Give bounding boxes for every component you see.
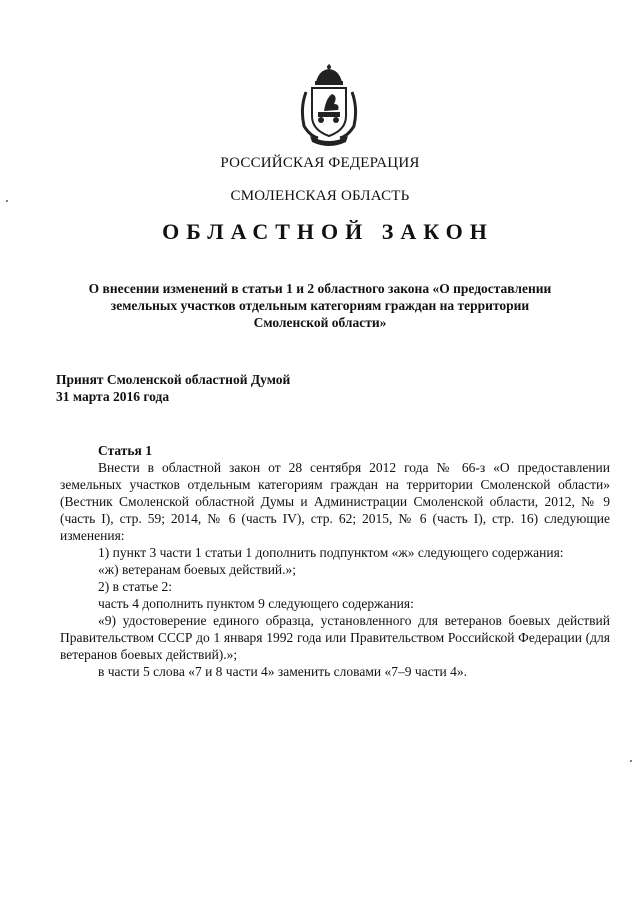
article-heading: Статья 1 [98,443,152,458]
country-heading: РОССИЙСКАЯ ФЕДЕРАЦИЯ [220,155,420,171]
scan-speck [6,200,8,202]
article-paragraph: 1) пункт 3 части 1 статьи 1 дополнить подпунктом «ж» следующего содержания: [98,545,564,560]
subject-line: О внесении изменений в статьи 1 и 2 областного закона «О предоставлении [88,281,552,296]
article-paragraph: «9) удостоверение единого образца, установленного для ветеранов боевых действий Правительством СССР до 1 января 1992 года или Правительством Российской Федерации (для ветеранов боевых действий).»; [60,613,610,662]
law-subject [70,280,570,331]
subject-line: Смоленской области» [253,315,387,330]
article-paragraph: Внести в областной закон от 28 сентября 2012 года № 66-з «О предоставлении земельных участков отдельным категориям граждан на территории Смоленской области» (Вестник Смоленской областной Думы и Администрации Смоленской области, 2012, № 9 (часть I), стр. 59; 2014, № 6 (часть IV), стр. 62; 2015, № 6 (часть I), стр. 16) следующие изменения: [60,460,610,543]
adopted-by: Принят Смоленской областной Думой [56,372,291,387]
article-body [60,442,610,680]
smolensk-coat-of-arms-icon [294,64,364,146]
article-paragraph: 2) в статье 2: [98,579,172,594]
adoption-info [56,371,290,405]
article-paragraph: «ж) ветеранам боевых действий.»; [98,562,297,577]
article-paragraph: часть 4 дополнить пунктом 9 следующего содержания: [98,596,414,611]
article-paragraph: в части 5 слова «7 и 8 части 4» заменить словами «7–9 части 4». [98,664,468,679]
region-heading: СМОЛЕНСКАЯ ОБЛАСТЬ [230,188,410,204]
document-type-title: ОБЛАСТНОЙ ЗАКОН [162,219,494,244]
subject-line: земельных участков отдельным категориям граждан на территории [110,298,530,313]
adoption-date: 31 марта 2016 года [56,389,170,404]
scan-speck [630,760,632,762]
